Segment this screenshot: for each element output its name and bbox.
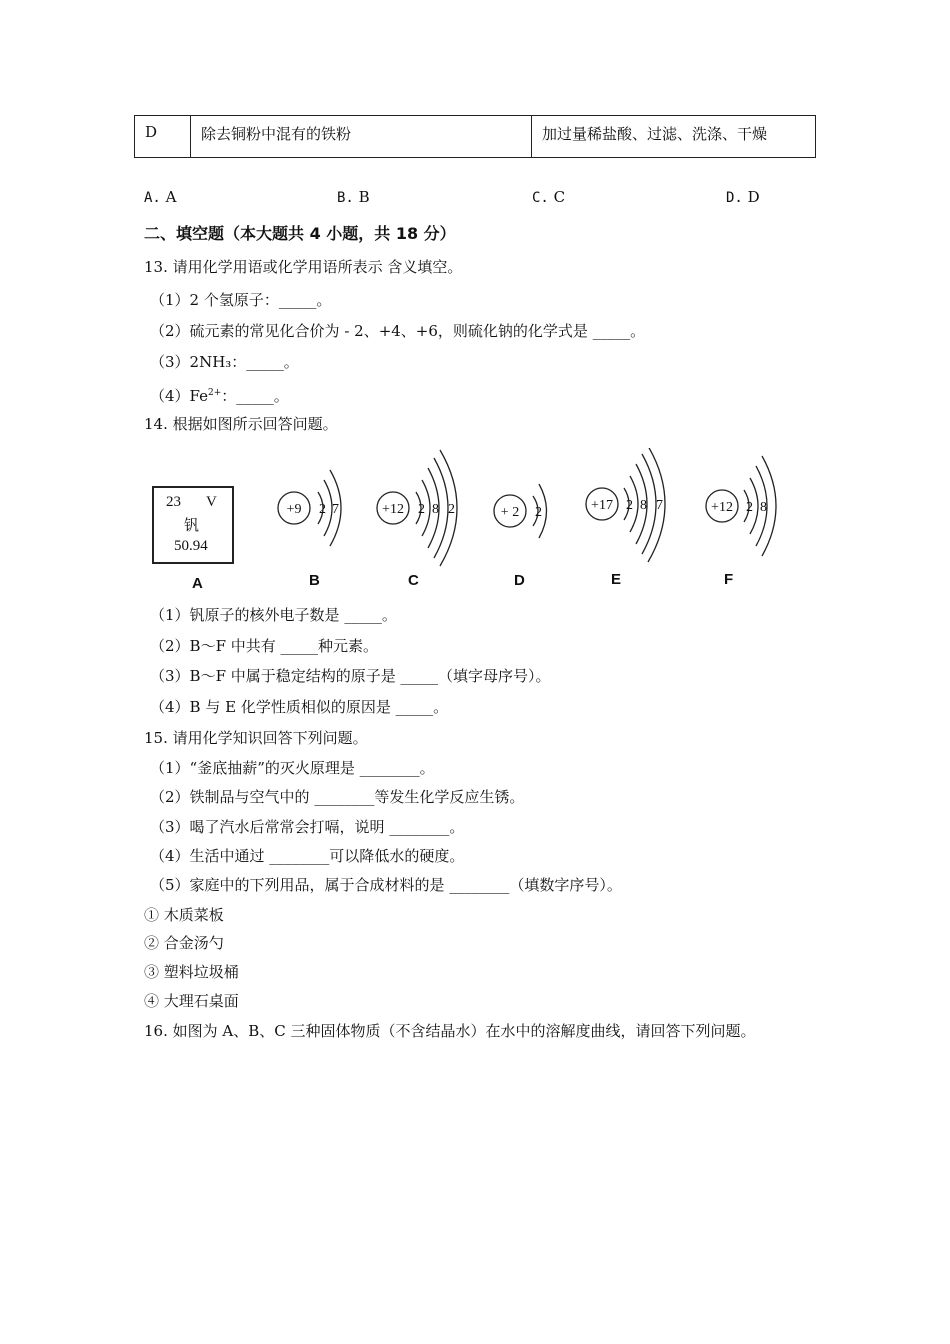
section-title: 二、填空题（本大题共 4 小题，共 18 分） bbox=[144, 224, 456, 243]
atomic-mass: 50.94 bbox=[174, 538, 208, 554]
q14-item-1: （1）钒原子的核外电子数是 _____。 bbox=[150, 606, 397, 624]
q15-item-1: （1）“釜底抽薪”的灭火原理是 ________。 bbox=[150, 759, 435, 777]
atom-f-nucleus: +12 bbox=[711, 500, 733, 515]
q13-item-4: $(4)Fe^{2+}$：_____。 bbox=[150, 387, 289, 405]
q16-stem: 16. 如图为 A、B、C 三种固体物质（不含结晶水）在水中的溶解度曲线，请回答下列问题。 bbox=[144, 1022, 756, 1040]
choice-a[interactable]: A. A bbox=[144, 188, 177, 206]
atom-label-f: F bbox=[724, 571, 734, 588]
q15-stem: 15. 请用化学知识回答下列问题。 bbox=[144, 729, 368, 747]
q14-stem: 14. 根据如图所示回答问题。 bbox=[144, 415, 338, 433]
q13-item-3: （3）2NH₃：_____。 bbox=[150, 353, 299, 371]
q15-option-2: ② 合金汤勺 bbox=[144, 934, 224, 952]
atom-label-e: E bbox=[611, 571, 622, 588]
atom-e-shell: 2 bbox=[626, 498, 633, 513]
element-card-vanadium bbox=[152, 486, 234, 564]
q15-item-4: （4）生活中通过 ________可以降低水的硬度。 bbox=[150, 847, 465, 865]
q13-item-1: （1）2 个氢原子：_____。 bbox=[150, 291, 332, 309]
row-method: 加过量稀盐酸、过滤、洗涤、干燥 bbox=[532, 116, 816, 158]
atom-e-shell: 7 bbox=[656, 498, 663, 513]
row-purpose: 除去铜粉中混有的铁粉 bbox=[191, 116, 532, 158]
atom-b-nucleus: +9 bbox=[286, 502, 302, 517]
q15-item-2: （2）铁制品与空气中的 ________等发生化学反应生锈。 bbox=[150, 788, 525, 806]
atom-label-b: B bbox=[309, 572, 320, 589]
q14-item-3: （3）B～F 中属于稳定结构的原子是 _____（填字母序号）。 bbox=[150, 667, 551, 685]
choice-b[interactable]: B. B bbox=[337, 188, 370, 206]
q15-item-3: （3）喝了汽水后常常会打嗝，说明 ________。 bbox=[150, 818, 465, 836]
element-symbol: V bbox=[206, 494, 217, 510]
atom-diagrams bbox=[250, 448, 810, 578]
q15-option-1: ① 木质菜板 bbox=[144, 906, 224, 924]
atom-label-d: D bbox=[514, 572, 525, 589]
atomic-number: 23 bbox=[166, 494, 181, 510]
q13-stem: 13. 请用化学用语或化学用语所表示 含义填空。 bbox=[144, 258, 463, 276]
q15-option-3: ③ 塑料垃圾桶 bbox=[144, 963, 239, 981]
atom-c-shell: 2 bbox=[418, 502, 425, 517]
element-name: 钒 bbox=[184, 518, 200, 534]
table-row bbox=[135, 116, 816, 158]
atom-c-shell: 2 bbox=[448, 502, 455, 517]
options-table bbox=[134, 115, 816, 158]
choice-d[interactable]: D. D bbox=[726, 188, 760, 206]
atom-c-nucleus: +12 bbox=[382, 502, 404, 517]
row-label: D bbox=[135, 116, 191, 158]
choice-c[interactable]: C. C bbox=[532, 188, 566, 206]
atom-e-nucleus: +17 bbox=[591, 498, 613, 513]
atom-f-shell: 8 bbox=[760, 500, 767, 515]
atom-d-nucleus: + 2 bbox=[500, 505, 520, 520]
q14-item-4: （4）B 与 E 化学性质相似的原因是 _____。 bbox=[150, 698, 449, 716]
q15-option-4: ④ 大理石桌面 bbox=[144, 992, 239, 1010]
q15-item-5: （5）家庭中的下列用品，属于合成材料的是 ________（填数字序号）。 bbox=[150, 876, 622, 894]
atom-label-a: A bbox=[192, 575, 203, 592]
q14-item-2: （2）B～F 中共有 _____种元素。 bbox=[150, 637, 379, 655]
q13-item-2: （2）硫元素的常见化合价为 - 2、+4、+6，则硫化钠的化学式是 _____。 bbox=[150, 322, 646, 340]
atom-c-shell: 8 bbox=[432, 502, 439, 517]
atom-label-c: C bbox=[408, 572, 419, 589]
atom-d-shell: 2 bbox=[535, 505, 542, 520]
atom-b-shell: 2 bbox=[319, 502, 326, 517]
atom-f-shell: 2 bbox=[746, 500, 753, 515]
atom-e-shell: 8 bbox=[640, 498, 647, 513]
atom-b-shell: 7 bbox=[332, 502, 339, 517]
